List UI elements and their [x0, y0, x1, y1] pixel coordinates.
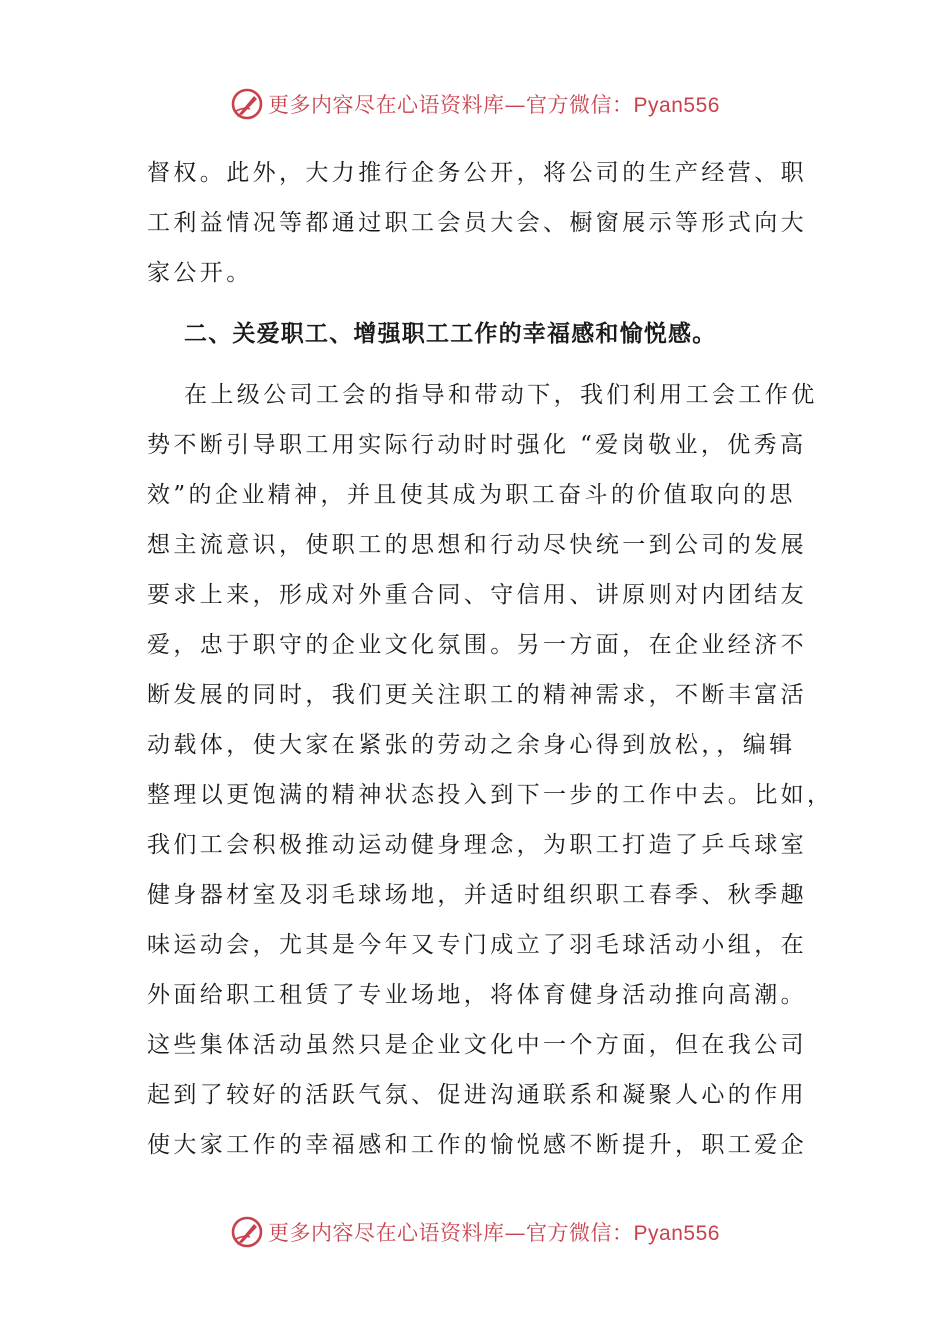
text-line: 家公开。: [147, 260, 253, 286]
text-line: 在上级公司工会的指导和带动下，我们利用工会工作优: [184, 382, 818, 408]
banner-wechat-id: Pyan556: [633, 94, 720, 117]
text-line: 动载体，使大家在紧张的劳动之余身心得到放松，，编辑: [147, 732, 796, 758]
text-line: 爱，忠于职守的企业文化氛围。另一方面，在企业经济不: [147, 632, 807, 658]
text-line: 起到了较好的活跃气氛、促进沟通联系和凝聚人心的作用: [147, 1082, 807, 1108]
text-line: 断发展的同时，我们更关注职工的精神需求，不断丰富活: [147, 682, 807, 708]
text-line: 这些集体活动虽然只是企业文化中一个方面，但在我公司: [147, 1032, 807, 1058]
text-line: 使大家工作的幸福感和工作的愉悦感不断提升，职工爱企: [147, 1132, 807, 1158]
text-line: 要求上来，形成对外重合同、守信用、讲原则对内团结友: [147, 582, 807, 608]
paragraph-2: [147, 370, 834, 1170]
text-line: 督权。此外，大力推行企务公开，将公司的生产经营、职: [147, 160, 807, 186]
pen-logo-icon: [230, 1215, 264, 1249]
document-body: [147, 148, 834, 1170]
pen-logo-icon: [230, 87, 264, 121]
paragraph-1: [147, 148, 817, 298]
footer-banner-text: [268, 1217, 720, 1247]
banner-slogan: 更多内容尽在心语资料库—官方微信：: [268, 1221, 634, 1245]
footer-banner: [0, 1212, 950, 1252]
header-banner: [0, 84, 950, 124]
text-line: 健身器材室及羽毛球场地，并适时组织职工春季、秋季趣: [147, 882, 807, 908]
banner-wechat-id: Pyan556: [633, 1222, 720, 1245]
section-heading: 二、关爱职工、增强职工工作的幸福感和愉悦感。: [184, 320, 717, 347]
text-line: 势不断引导职工用实际行动时时强化 “爱岗敬业，优秀高: [147, 432, 807, 458]
text-line: 我们工会积极推动运动健身理念，为职工打造了乒乓球室: [147, 832, 807, 858]
text-line: 整理以更饱满的精神状态投入到下一步的工作中去。比如，: [147, 782, 834, 808]
header-banner-text: [268, 89, 720, 119]
text-line: 外面给职工租赁了专业场地，将体育健身活动推向高潮。: [147, 982, 807, 1008]
text-line: 味运动会，尤其是今年又专门成立了羽毛球活动小组，在: [147, 932, 807, 958]
banner-slogan: 更多内容尽在心语资料库—官方微信：: [268, 93, 634, 117]
text-line: 想主流意识，使职工的思想和行动尽快统一到公司的发展: [147, 532, 807, 558]
text-line: 效”的企业精神，并且使其成为职工奋斗的价值取向的思: [147, 482, 796, 508]
text-line: 工利益情况等都通过职工会员大会、橱窗展示等形式向大: [147, 210, 807, 236]
